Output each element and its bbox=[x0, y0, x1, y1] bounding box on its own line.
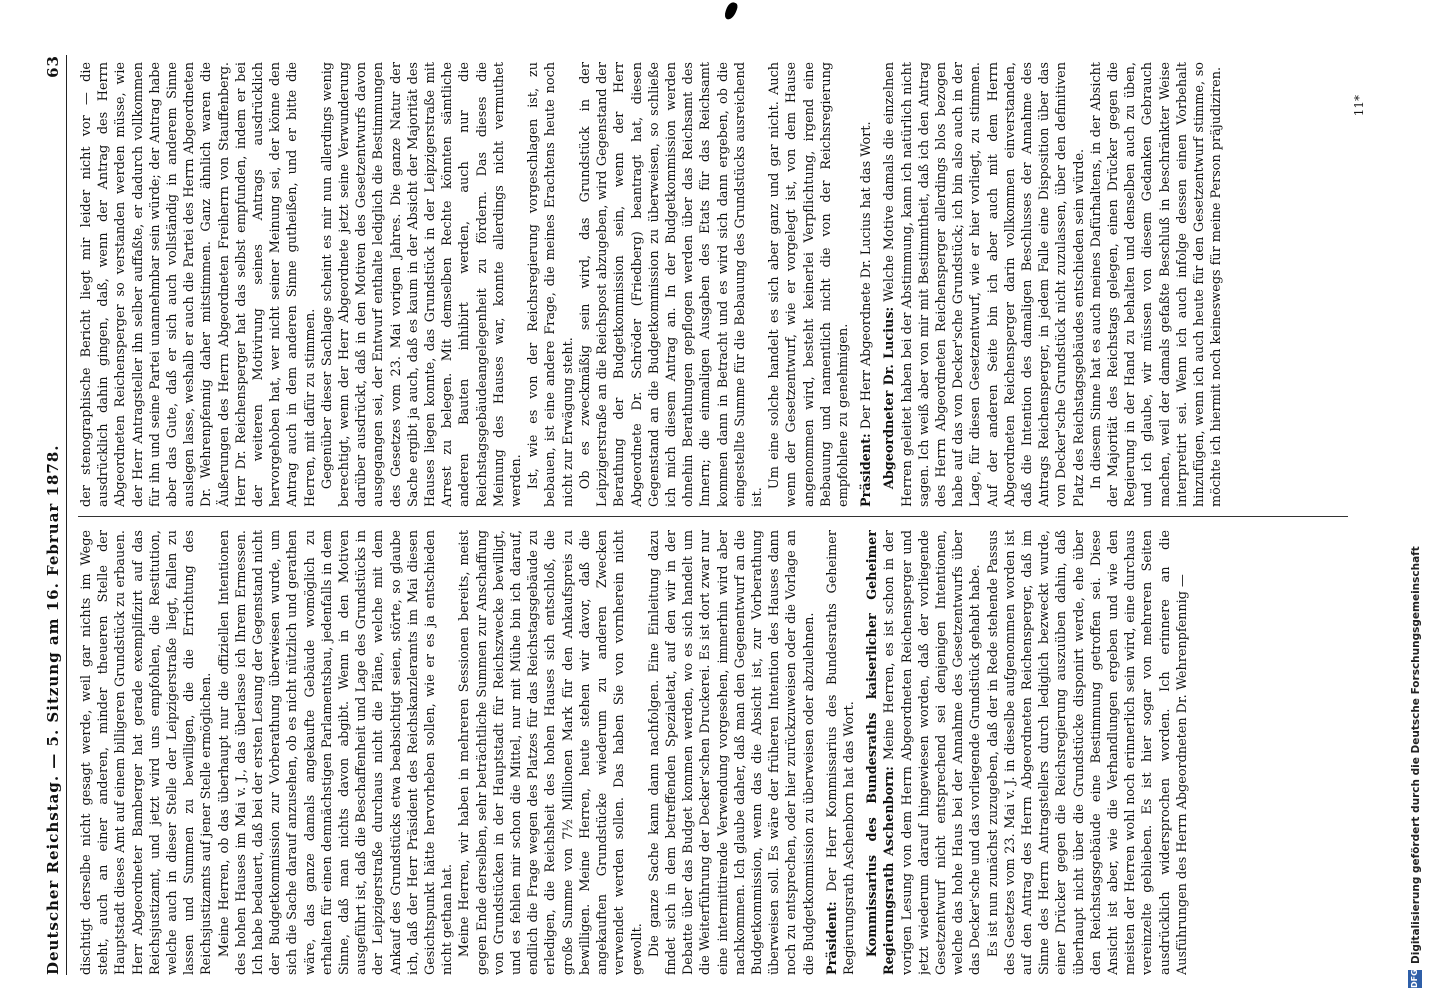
paragraph-text: In diesem Sinne hat es auch meines Dafürhaltens, in der Absicht der Majorität des Reichstags gelegen, einen Drücker gegen die Regierung in der Hand zu behalten und denselben auch zu üben, und ich glaube, wir müssen von diesem Gedanken Gebrauch machen, weil der damals gefaßte Beschluß in beschränkter Weise interpretirt sei. Wenn ich auch infolge dessen einen Vorbehalt hinzufügen, wenn ich auch heute für den Gesetzentwurf stimme, so möchte ich hiermit noch keineswegs für meine Person präjudiziren. bbox=[1088, 62, 1225, 507]
paragraph-text: Der Herr Kommissarius des Bundesraths Geheimer Regierungsrath Aschenborn hat das Wort. bbox=[824, 530, 857, 975]
paragraph bbox=[1088, 62, 1226, 507]
paragraph-text: Ob es zweckmäßig sein wird, das Grundstück in der Leipzigerstraße an die Reichspost abzugeben, wird Gegenstand der Berathung der Budgetkommission sein, wenn der Herr Abgeordnete Dr. Schröder (Friedberg) beantragt hat, diesen Gegenstand an die Budgetkommission zu überweisen, so schließe ich mich diesem Antrag an. In der Budgetkommission werden ohnehin Berathungen gepflogen werden über das Reichsamt des Innern; die einmaligen Ausgaben des Etats für das Reichsamt kommen dann in Betracht und es wird sich dann ergeben, ob die eingestellte Summe für die Bebauung des Grundstücks ausreichend ist. bbox=[577, 62, 765, 507]
paragraph-text: Welche Motive damals die einzelnen Herren geleitet haben bei der Abstimmung, kann ich natürlich nicht sagen. Ich weiß aber von mir mit Bestimmtheit, daß ich den Antrag des Herrn Abgeordneten Reichensperger allerdings blos bezogen habe auf das von Decker'sche Grundstück; ich bin also auch in der Lage, für diesen Gesetzentwurf, wie er hier vorliegt, zu stimmen. Auf der anderen Seite bin ich aber auch mit dem Herrn Abgeordneten Reichensperger darin vollkommen einverstanden, daß die Intention des damaligen Beschlusses der Annahme des Antrags Reichensperger, in jedem Falle eine Disposition über das von Decker'sche Grundstück nicht zuzulassen, über den definitiven Platz des Reichstagsgebäudes entschieden sein würde. bbox=[882, 62, 1087, 507]
column-divider bbox=[78, 516, 1348, 517]
paragraph-text: Die ganze Sache kann dann nachfolgen. Eine Einleitung dazu findet sich in dem betreffenden Spezialetat, auf den wir in der Debatte über das Budget kommen werden, wo es sich handelt um die Weiterführung der Decker'schen Druckerei. Es ist dort zwar nur eine intermittirende Verwendung vorgesehen, immerhin wird aber nachkommen. Ich glaube daher, daß man den Gegenentwurf an die Budgetkommission, wenn das die Absicht ist, zur Vorberathung überweisen soll. Es wäre der früheren Intention des Hauses dann noch zu entsprechen, oder hier zurückzuweisen oder die Vorlage an die Budgetkommission zu überweisen oder abzulehnen. bbox=[646, 530, 817, 975]
paragraph bbox=[646, 530, 818, 975]
speaker-name: Abgeordneter Dr. Lucius: bbox=[882, 306, 898, 490]
paragraph bbox=[216, 530, 457, 975]
text-column-right bbox=[78, 62, 1348, 507]
digitization-credit bbox=[1408, 8, 1426, 988]
paragraph bbox=[456, 530, 645, 975]
paragraph bbox=[985, 530, 1191, 975]
paragraph-text: Gegenüber dieser Sachlage scheint es mir nun allerdings wenig berechtigt, wenn der Herr Abgeordnete jetzt seine Verwunderung darüber ausdrückt, daß in den Motiven des Gesetzentwurfs davon ausgegangen sei, der Entwurf enthalte lediglich die Bestimmungen des Gesetzes vom 23. Mai vorigen Jahres. Die ganze Natur der Sache ergibt ja auch, daß es kaum in der Absicht der Majorität des Hauses liegen konnte, das Grundstück in der Leipzigerstraße mit Arrest zu belegen. Mit demselben Rechte könnten sämtliche anderen Bauten inhibirt werden, auch nur die Reichstagsgebäudeangelegenheit zu fördern. Das dieses die Meinung des Hauses war, konnte allerdings nicht vermuthet werden. bbox=[319, 62, 525, 507]
paragraph bbox=[319, 62, 525, 507]
paragraph-text: dischtigt derselbe nicht gesagt werde, weil gar nichts im Wege steht, auch an einer anderen, minder theueren Stelle der Hauptstadt dieses Amt auf einem billigeren Grundstück zu erbauen. Herr Abgeordneter Bamberger hat gerade exemplifizirt auf das Reichsjustizamt, und jetzt wird uns empfohlen, die Restitution, welche auch in dieser Stelle der Leipzigerstraße liegt, fallen zu lassen und Summen zu bewilligen, die die Errichtung des Reichsjustizamts auf jener Stelle ermöglichen. bbox=[79, 530, 215, 975]
paragraph-text: Meine Herren, ob das überhaupt nur die offiziellen Intentionen des hohen Hauses im Mai v. J., das überlasse ich Ihrem Ermessen. Ich habe bedauert, daß bei der ersten Lesung der Gegenstand nicht der Budgetkommission zur Vorberathung überwiesen wurde, um sich die Sache darauf anzusehen, ob es nicht nützlich und gerathen wäre, das ganze damals angekaufte Gebäude womöglich zu erhalten für einen demnächstigen Parlamentsbau, jedenfalls in dem Sinne, daß man nichts davon abgibt. Wenn in den Motiven ausgeführt ist, daß die Beschaffenheit und Lage des Grundstücks in der Leipzigerstraße durchaus nicht die Pläne, welche mit dem Ankauf des Grundstücks etwa beabsichtigt seien, störte, so glaube ich, daß der Herr Präsident des Reichskanzleramts im Mai diesen Gesichtspunkt hätte hervorheben sollen, wie er es ja entschieden nicht gethan hat. bbox=[216, 530, 456, 975]
scan-blot bbox=[723, 1, 739, 21]
paragraph-text: Ist, wie es von der Reichsregierung vorgeschlagen ist, zu bebauen, ist eine andere Frage, die meines Erachtens heute noch nicht zur Erwägung steht. bbox=[526, 62, 576, 507]
speaker-name: Präsident: bbox=[859, 433, 875, 507]
paragraph-text: der stenographische Bericht liegt mir leider nicht vor — die ausdrücklich dahin gingen, daß, wenn der Antrag des Herrn Abgeordneten Reichensperger so verstanden werden müsse, wie der Herr Antragsteller ihn selber auffaßte, er dadurch vollkommen für ihn und seine Partei unannehmbar sein würde; der Antrag habe aber das Gute, daß er sich auch vollständig in anderem Sinne auslegen lasse, weshalb er auch die Partei des Herrn Abgeordneten Dr. Wehrenpfennig daher mitstimmen. Ganz ähnlich waren die Äußerungen des Herrn Abgeordneten Freiherrn von Stauffenberg. Herr Dr. Reichensperger hat das selbst empfunden, indem er bei der weiteren Motivirung seines Antrags ausdrücklich hervorgehoben hat, wer nicht seiner Meinung sei, der könne den Antrag auch in dem anderen Sinne gutheißen, und er bitte die Herren, mit dafür zu stimmen. bbox=[79, 62, 318, 507]
paragraph bbox=[78, 530, 216, 975]
paragraph-text: Meine Herren, es ist schon in der vorigen Lesung von dem Herrn Abgeordneten Reichensperger und jetzt wiederum darauf hingewiesen worden, daß der vorliegende Gesetzentwurf nicht entsprechend sei denjenigen Intentionen, welche das hohe Haus bei der Annahme des Gesetzentwurfs über das Decker'sche und das vorliegende Grundstück gehabt habe. bbox=[882, 530, 984, 975]
paragraph bbox=[881, 62, 1087, 507]
running-head bbox=[44, 55, 67, 975]
paragraph bbox=[864, 530, 984, 975]
sheet-signature: 11* bbox=[1352, 95, 1366, 117]
paragraph-text: Um eine solche handelt es sich aber ganz und gar nicht. Auch wenn der Gesetzentwurf, wie er vorgelegt ist, von dem Hause angenommen wird, besteht keinerlei Verpflichtung, irgend eine Bebauung und namentlich nicht die von der Reichsregierung empfohlene zu genehmigen. bbox=[767, 62, 851, 507]
paragraph bbox=[824, 530, 858, 975]
credit-text: Digitalisierung gefördert durch die Deutsche Forschungsgemeinschaft bbox=[1410, 546, 1422, 964]
paragraph-text: Es ist nun zunächst zuzugeben, daß der in Rede stehende Passus des Gesetzes vom 23. Mai v. J. in dieselbe aufgenommen worden ist auf den Antrag des Herrn Abgeordneten Reichensperger, daß im Sinne des Herrn Antragstellers durch lediglich bezweckt wurde, einer Drücker gegen die Reichsregierung auszuüben dahin, daß überhaupt nicht über die Grundstücke disponirt werde, ehe über den Reichstagsgebäude eine Bestimmung getroffen sei. Diese Ansicht ist aber, wie die Verhandlungen ergeben und wie den meisten der Herren wohl noch erinnerlich sein wird, eine durchaus vereinzelte geblieben. Es ist hier sogar von mehreren Seiten ausdrücklich widersprochen worden. Ich erinnere an die Ausführungen des Herrn Abgeordneten Dr. Wehrenpfennig — bbox=[985, 530, 1190, 975]
speaker-name: Kommissarius des Bundesraths kaiserlicher Geheimer Regierungsrath Aschenborn: bbox=[865, 530, 898, 975]
paragraph bbox=[766, 62, 852, 507]
paragraph-text: Meine Herren, wir haben in mehreren Sessionen bereits, meist gegen Ende derselben, sehr beträchtliche Summen zur Anschaffung von Grundstücken in der Hauptstadt für Reichszwecke bewilligt, und es fehlen mir schon die Mittel, nur mit Mühe bin ich darauf, endlich die Frage wegen des Platzes für das Reichstagsgebäude zu erledigen, die Reichsheit des hohen Hauses sich entschloß, die große Summe von 7½ Millionen Mark für den Ankaufspreis zu bewilligen. Meine Herren, heute stehen wir davor, daß die angekauften Grundstücke wiederum zu anderen Zwecken verwendet werden sollen. Das haben Sie von vornherein nicht gewollt. bbox=[457, 530, 645, 975]
text-column-left bbox=[78, 530, 1348, 975]
page-title: Deutscher Reichstag. — 5. Sitzung am 16. Februar 1878. bbox=[44, 444, 62, 975]
paragraph-text: Der Herr Abgeordnete Dr. Lucius hat das Wort. bbox=[859, 121, 875, 430]
paragraph bbox=[858, 62, 875, 507]
dfg-logo-icon: DFG bbox=[1408, 970, 1422, 988]
page-number: 63 bbox=[44, 55, 62, 78]
paragraph bbox=[78, 62, 319, 507]
speaker-name: Präsident: bbox=[824, 901, 840, 975]
paragraph bbox=[577, 62, 766, 507]
paragraph bbox=[525, 62, 577, 507]
newspaper-page bbox=[44, 55, 1364, 975]
